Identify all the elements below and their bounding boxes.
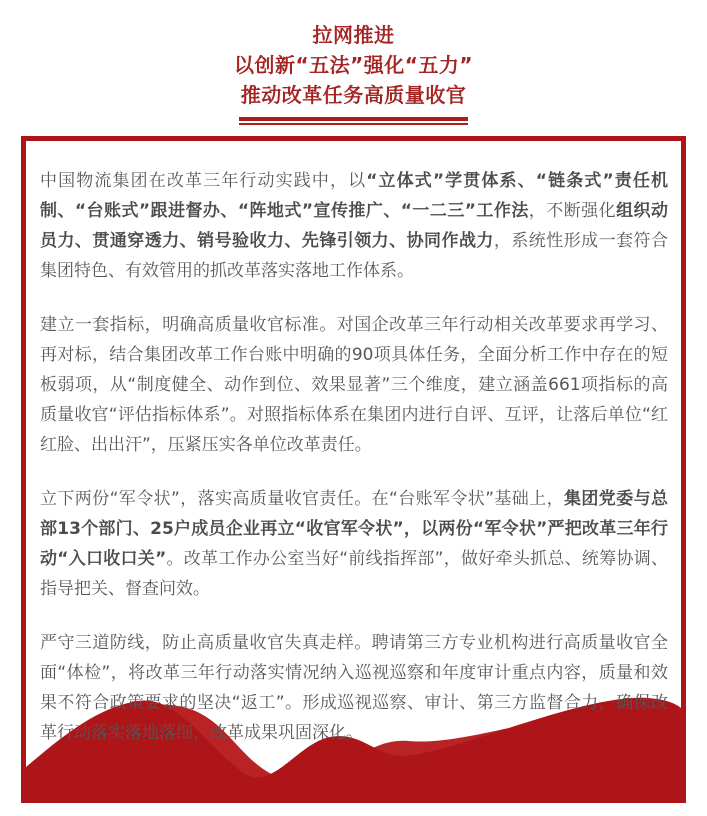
bold-text-run: 组织动员力、贯通穿透力、销号验收力、先锋引领力、协同作战力 <box>40 201 669 251</box>
title-underline <box>239 117 468 125</box>
text-run: 。改革工作办公室当好“前线指挥部”，做好牵头抓总、统筹协调、指导把关、督查问效。 <box>40 549 668 599</box>
article-title <box>0 0 707 125</box>
paragraph <box>40 628 668 748</box>
underline-thick-rule <box>239 117 468 121</box>
title-line-3: 推动改革任务高质量收官 <box>240 83 467 107</box>
paragraph <box>40 166 668 286</box>
title-line-2: 以创新“五法”强化“五力” <box>233 53 474 77</box>
text-run: 严守三道防线，防止高质量收官失真走样。聘请第三方专业机构进行高质量收官全面“体检”，将改革三年行动落实情况纳入巡视巡察和年度审计重点内容，质量和效果不符合政策要求的坚决“返工”。形成巡视巡察、审计、第三方监督合力，确保改革行动落实落地落细，改革成果巩固深化。 <box>40 633 668 743</box>
text-run: 建立一套指标，明确高质量收官标准。对国企改革三年行动相关改革要求再学习、再对标，结合集团改革工作台账中明确的90项具体任务，全面分析工作中存在的短板弱项，从“制度健全、动作到位、效果显著”三个维度，建立涵盖661项指标的高质量收官“评估指标体系”。对照指标体系在集团内进行自评、互评，让落后单位“红红脸、出出汗”，压紧压实各单位改革责任。 <box>40 315 668 455</box>
content-card <box>21 136 686 803</box>
text-run: ，不断强化 <box>528 201 617 221</box>
bold-text-run: “立体式”学贯体系、“链条式”责任机制、“台账式”跟进督办、“阵地式”宣传推广、“一二三”工作法 <box>40 171 668 221</box>
text-run: 立下两份“军令状”，落实高质量收官责任。在“台账军令状”基础上， <box>40 489 564 509</box>
text-run: ，系统性形成一套符合集团特色、有效管用的抓改革落实落地工作体系。 <box>40 231 669 281</box>
title-line-1: 拉网推进 <box>312 23 395 47</box>
paragraph <box>40 484 668 604</box>
bold-text-run: 集团党委与总部13个部门、25户成员企业再立“收官军令状”，以两份“军令状”严把改革三年行动“入口收口关” <box>40 489 668 569</box>
article-body <box>26 141 681 748</box>
paragraph <box>40 310 668 460</box>
underline-thin-rule <box>239 123 468 125</box>
text-run: 中国物流集团在改革三年行动实践中，以 <box>40 171 367 191</box>
